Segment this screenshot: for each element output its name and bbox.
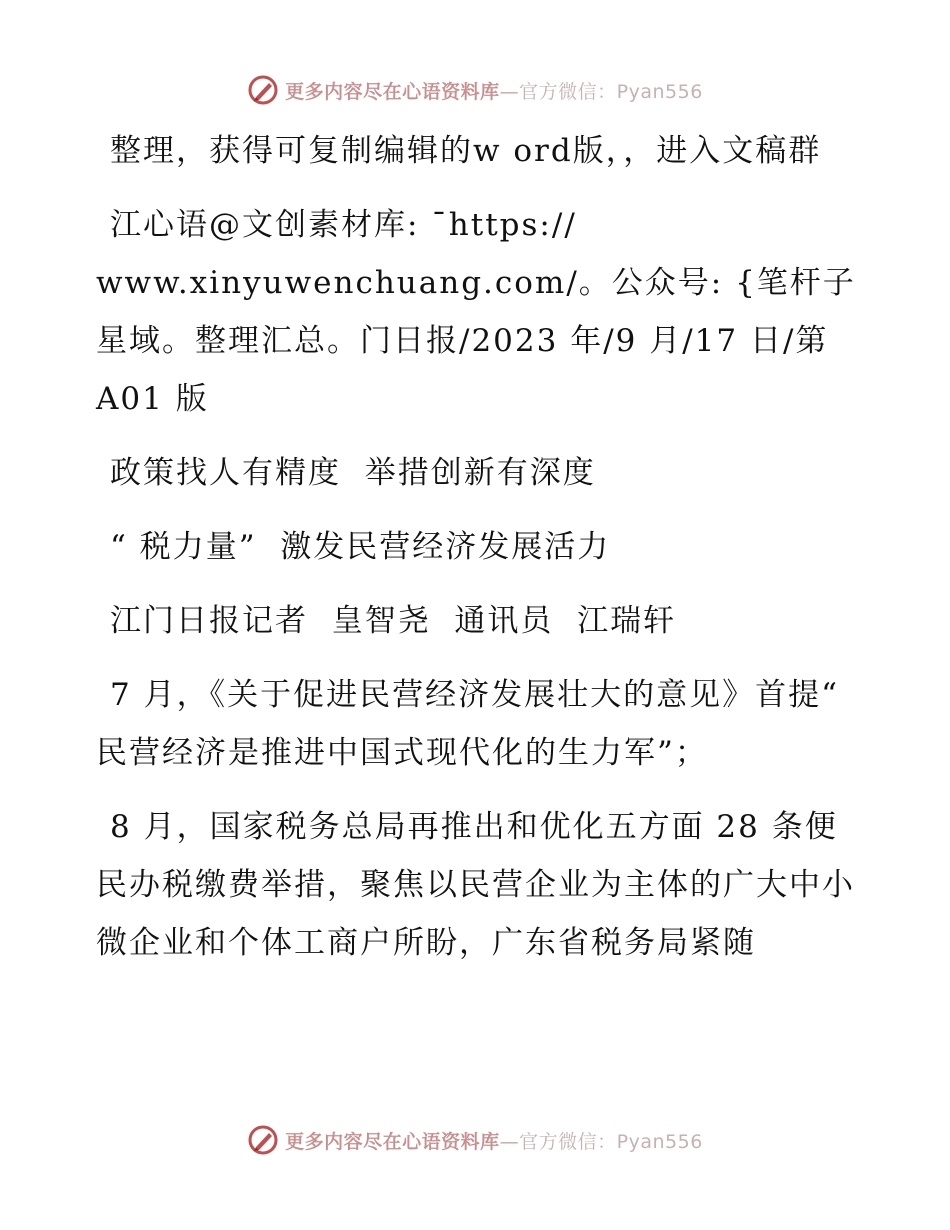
footer-banner-text bbox=[285, 1127, 703, 1154]
headline-title: “ 税力量” 激发民营经济发展活力 bbox=[110, 529, 611, 565]
header-brand: 更多内容尽在心语资料库 bbox=[285, 80, 500, 103]
header-wechat: 官方微信：Pyan556 bbox=[519, 80, 703, 103]
source-line-1: 江心语@文创素材库: ¯https:// bbox=[110, 207, 577, 243]
header-separator: — bbox=[499, 80, 520, 103]
footer-banner bbox=[0, 1120, 950, 1160]
header-banner-text bbox=[285, 77, 703, 104]
paragraph-intro: 整理，获得可复制编辑的w ord版，，进入文稿群 bbox=[110, 133, 822, 169]
document-body bbox=[96, 122, 856, 972]
paragraph-july: 7 月，《关于促进民营经济发展壮大的意见》首提“ 民营经济是推进中国式现代化的生力军”； bbox=[96, 677, 851, 771]
footer-brand: 更多内容尽在心语资料库 bbox=[285, 1130, 500, 1153]
pen-logo-icon bbox=[247, 74, 279, 106]
paragraph-source bbox=[96, 196, 856, 428]
paragraph-august: 8 月，国家税务总局再推出和优化五方面 28 条便民办税缴费举措，聚焦以民营企业为主体的广大中小微企业和个体工商户所盼，广东省税务局紧随 bbox=[96, 809, 855, 961]
byline: 江门日报记者 皇智尧 通讯员 江瑞轩 bbox=[110, 603, 677, 639]
header-banner bbox=[0, 70, 950, 110]
footer-wechat: 官方微信：Pyan556 bbox=[519, 1130, 703, 1153]
headline-subtitle: 政策找人有精度 举措创新有深度 bbox=[110, 455, 596, 491]
pen-logo-icon bbox=[247, 1124, 279, 1156]
source-line-rest: www.xinyuwenchuang.com/。公众号: {笔杆子星域。整理汇总。门日报/2023 年/9 月/17 日/第 A01 版 bbox=[96, 265, 856, 417]
footer-separator: — bbox=[499, 1130, 520, 1153]
